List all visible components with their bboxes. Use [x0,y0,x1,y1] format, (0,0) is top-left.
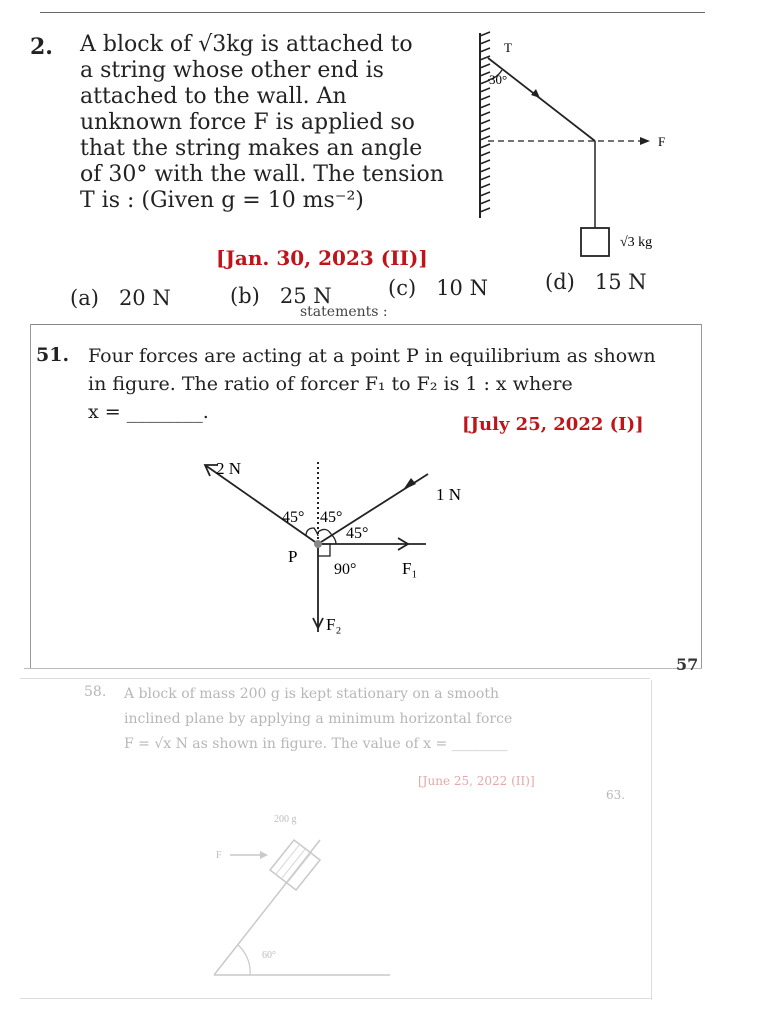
question-line: that the string makes an angle [80,136,423,161]
question-line: Four forces are acting at a point P in equilibrium as shown [88,345,656,367]
force-1n-label: 1 N [436,485,462,504]
question-line: T is : (Given g = 10 ms⁻²) [80,188,364,213]
angle-label-mid: 45° [320,509,343,526]
faded-top-rule [20,678,650,679]
box-left-rule [30,324,31,668]
force-arrowhead [260,851,268,859]
box-top-rule [30,324,702,325]
point-p-dot [314,540,322,548]
option-key: (d) [545,270,575,294]
option-value: 20 N [118,286,171,310]
page-number: 57 [676,655,699,674]
exam-tag: [July 25, 2022 (I)] [462,414,644,435]
question-line: F = √x N as shown in figure. The value of x = ________ [124,736,508,752]
exam-tag: [June 25, 2022 (II)] [418,774,535,788]
option-key: (b) [230,284,260,308]
force-label: F [658,134,666,149]
question-number: 51. [36,344,70,366]
question-line: in figure. The ratio of forcer F₁ to F₂ is 1 : x where [88,373,573,395]
option-value: 25 N [279,284,332,308]
exam-tag: [Jan. 30, 2023 (II)] [216,246,428,270]
angle-arc-left [306,528,318,536]
tension-label: T [504,40,512,55]
mass-label: 200 g [274,814,297,825]
block [581,228,609,256]
option-key: (c) [388,276,417,300]
option-value: 10 N [436,276,488,300]
question-line: A block of √3kg is attached to [80,32,413,57]
question-number: 2. [30,34,53,60]
question-line: unknown force F is applied so [80,110,415,135]
point-label: P [288,547,298,566]
angle-arc-right [331,534,336,544]
tension-arrowhead [531,89,540,98]
question-text [124,682,512,757]
force-arrowhead [640,137,650,145]
box-bottom-rule [24,668,702,669]
incline-figure [200,800,400,990]
force-label: F [216,850,222,861]
question-text [80,32,444,214]
option-value: 15 N [594,270,647,294]
angle-label: 60° [262,950,276,961]
option-key: (a) [70,286,99,310]
top-rule [40,12,705,13]
option-c[interactable] [388,276,488,300]
question-line: attached to the wall. An [80,84,347,109]
f1-label: F₁ [402,559,418,578]
option-d[interactable] [545,270,647,294]
hatched-wall [480,32,490,218]
question-line: inclined plane by applying a minimum horizontal force [124,711,513,727]
faded-block [270,840,320,890]
f2-label: F₂ [326,615,342,634]
angle-label-90: 90° [334,561,357,578]
question-line: A block of mass 200 g is kept stationary on a smooth [124,686,499,702]
cut-text: statements : [300,304,388,316]
angle-arc-mid [318,529,331,534]
faded-bottom-rule [20,998,652,999]
question-line: x = ________. [88,401,209,423]
box-right-rule [701,324,702,668]
mass-label: √3 kg [620,235,653,250]
angle-label: 30° [489,72,508,87]
option-a[interactable] [70,286,171,310]
question-number: 58. [84,684,107,700]
side-number: 63. [606,788,626,802]
force-1n-arrowhead [403,478,416,490]
angle-arc [238,945,250,975]
faded-right-rule [651,680,652,1000]
force-2n-label: 2 N [216,459,242,478]
question-line: of 30° with the wall. The tension [80,162,444,187]
wall-block-figure [460,28,690,268]
force-diagram [190,450,480,650]
angle-label-left: 45° [282,509,305,526]
question-line: a string whose other end is [80,58,384,83]
string [488,58,595,141]
angle-label-right: 45° [346,525,369,542]
